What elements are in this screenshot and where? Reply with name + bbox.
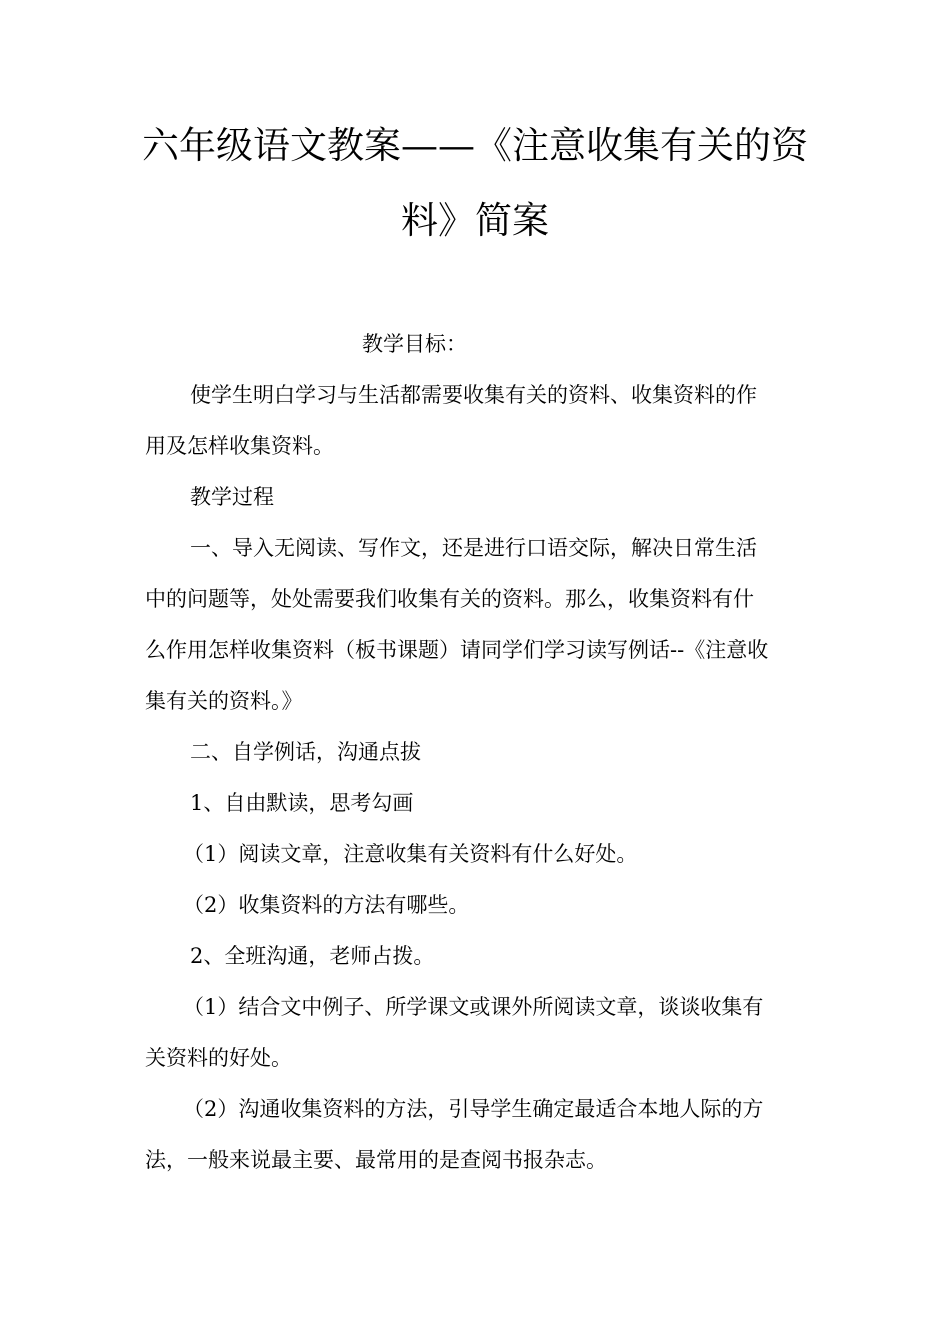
paragraph-line: 法，一般来说最主要、最常用的是查阅书报杂志。	[145, 1148, 607, 1172]
paragraph-line: 么作用怎样收集资料（板书课题）请同学们学习读写例话--《注意收	[145, 638, 769, 662]
paragraph-line: 使学生明白学习与生活都需要收集有关的资料、收集资料的作	[190, 383, 757, 407]
list-item: （2）沟通收集资料的方法，引导学生确定最适合本地人际的方	[183, 1097, 764, 1121]
list-item: 1、自由默读，思考勾画	[190, 791, 414, 815]
list-item: （1）结合文中例子、所学课文或课外所阅读文章，谈谈收集有	[183, 995, 764, 1019]
list-item: （2）收集资料的方法有哪些。	[183, 893, 470, 917]
section-heading-self-study: 二、自学例话，沟通点拔	[190, 740, 421, 764]
paragraph-line: 关资料的好处。	[145, 1046, 292, 1070]
list-item: 2、全班沟通，老师占拨。	[190, 944, 435, 968]
section-heading-process: 教学过程	[190, 485, 274, 509]
section-heading-objectives: 教学目标：	[362, 332, 467, 356]
document-title-line-2: 料》简案	[401, 199, 549, 242]
paragraph-line: 集有关的资料。》	[145, 689, 303, 713]
list-item: （1）阅读文章，注意收集有关资料有什么好处。	[183, 842, 638, 866]
document-title-line-1: 六年级语文教案——《注意收集有关的资	[142, 124, 808, 167]
paragraph-line: 中的问题等，处处需要我们收集有关的资料。那么，收集资料有什	[145, 587, 754, 611]
paragraph-line: 一、导入无阅读、写作文，还是进行口语交际，解决日常生活	[190, 536, 757, 560]
paragraph-line: 用及怎样收集资料。	[145, 434, 334, 458]
